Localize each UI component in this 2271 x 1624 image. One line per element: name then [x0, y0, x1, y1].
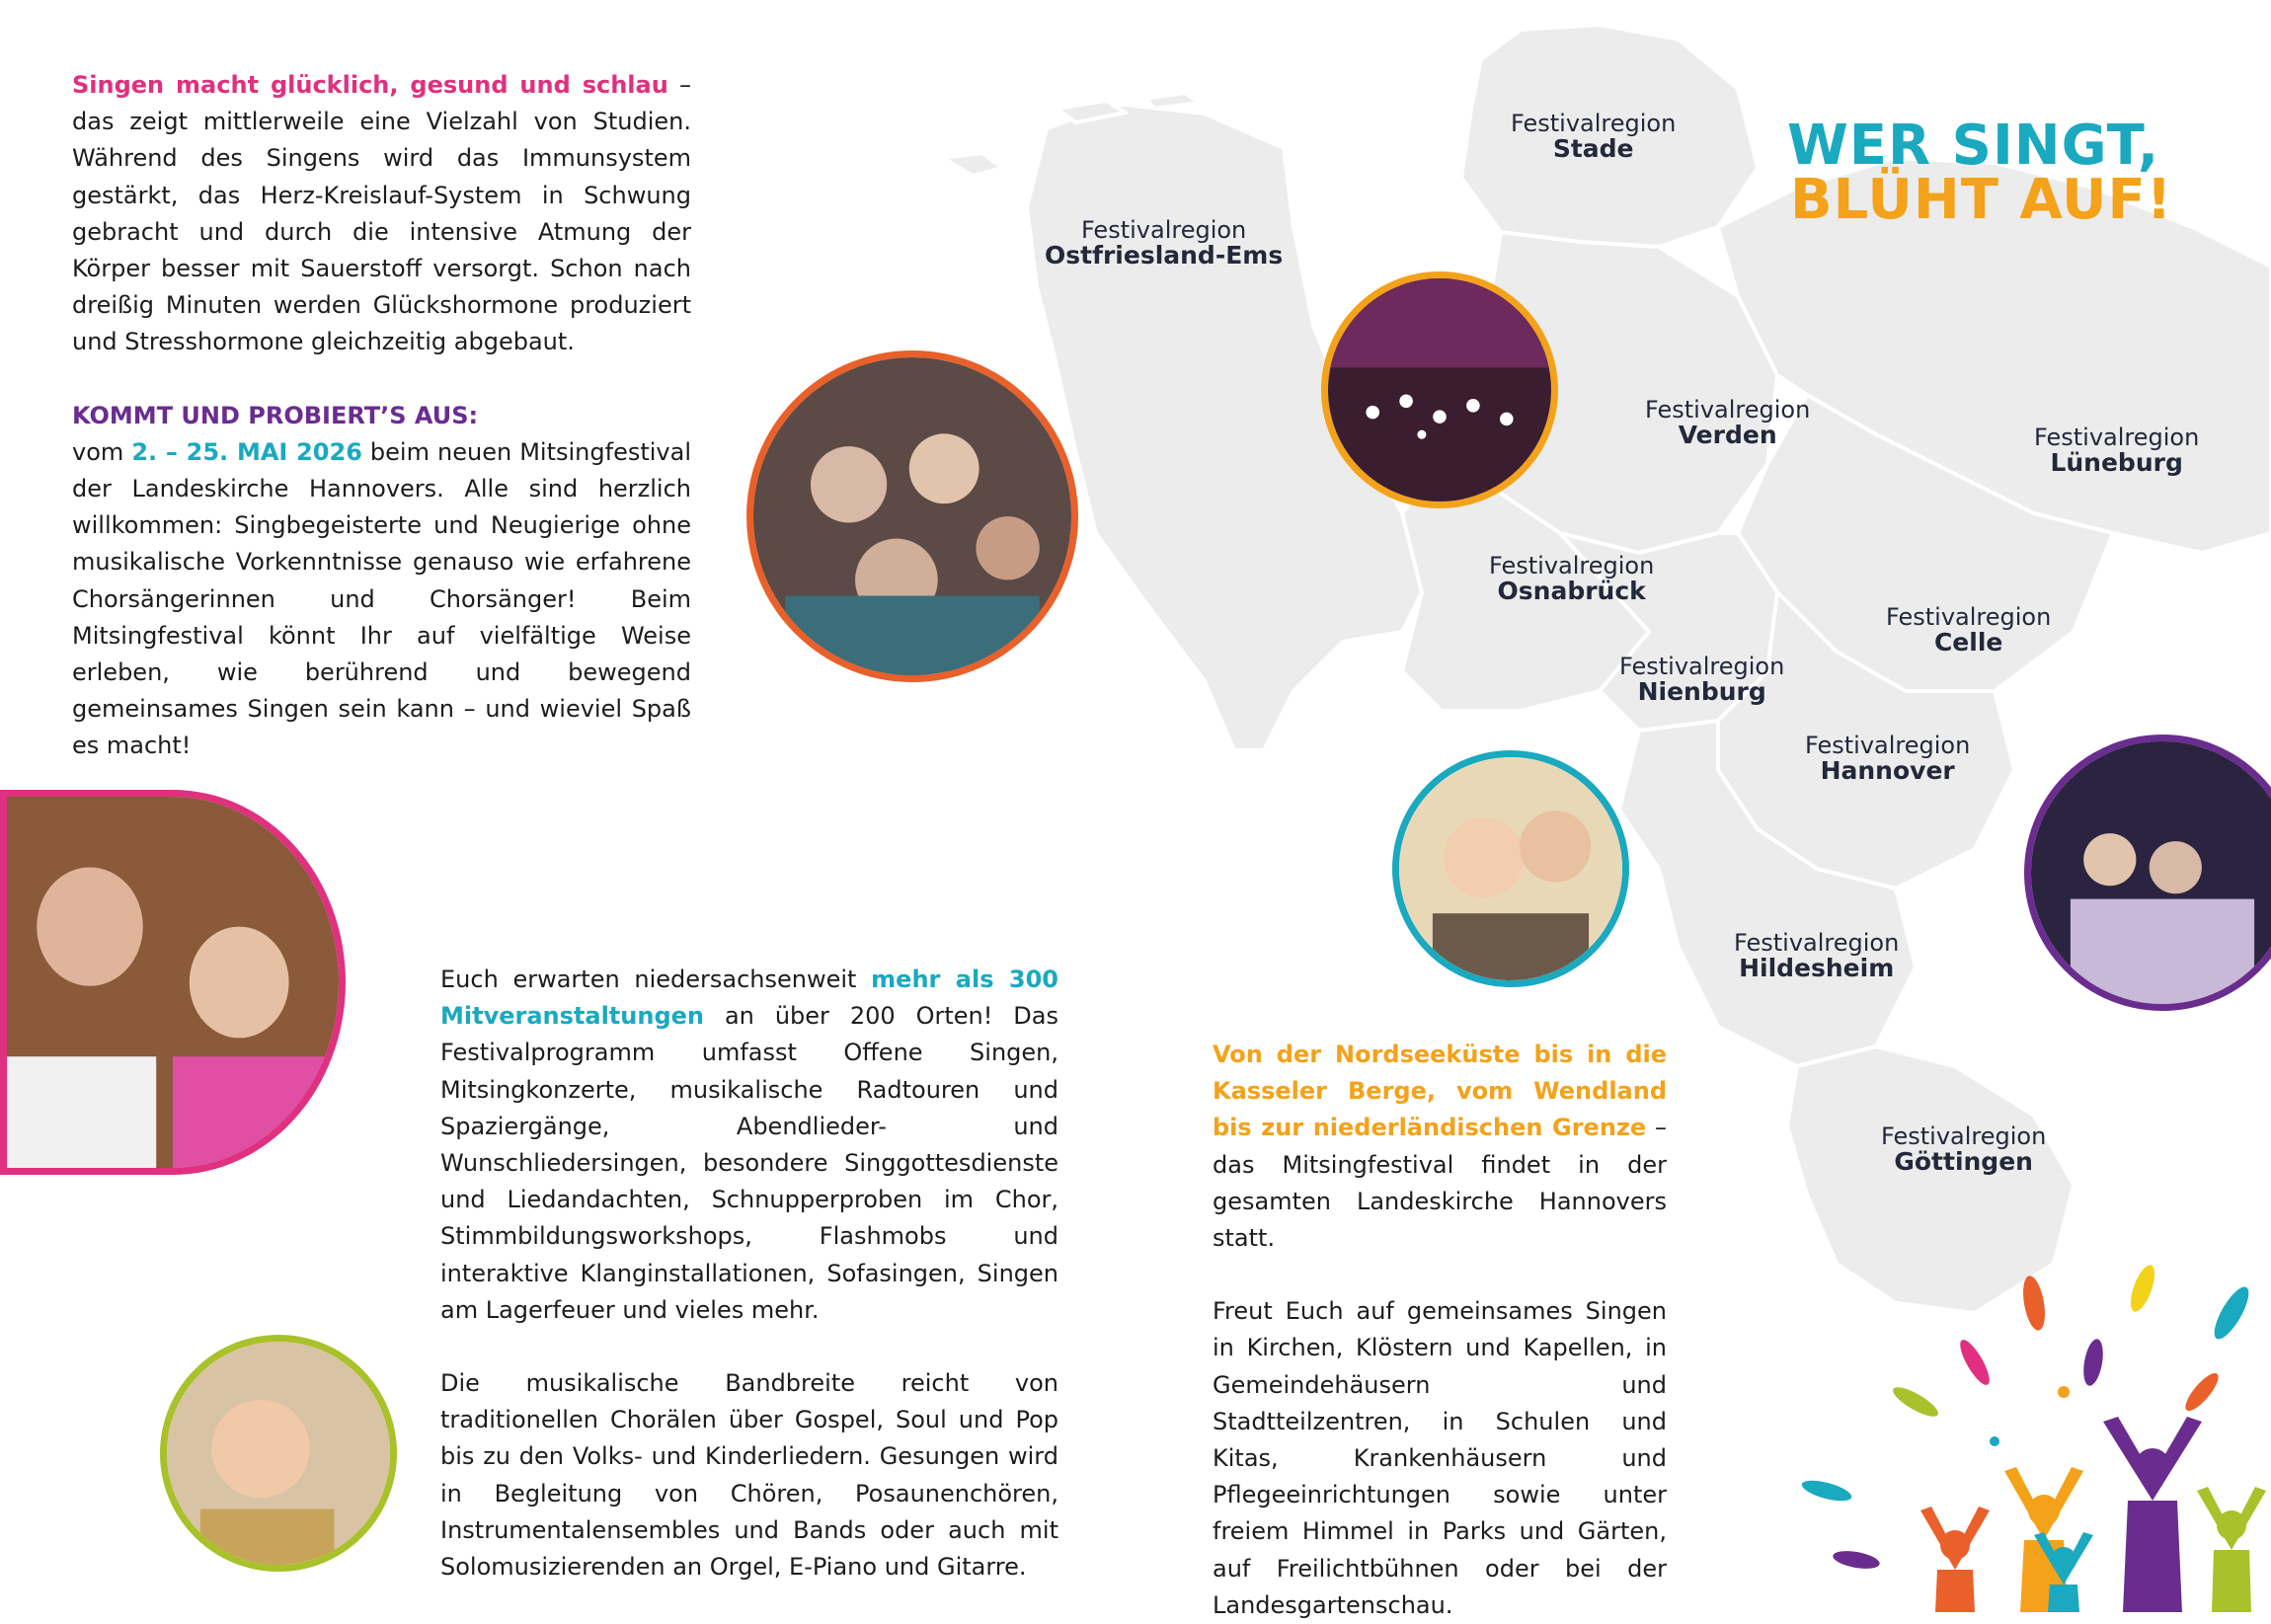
- section-heading: KOMMT UND PROBIERT’S AUS:: [72, 401, 479, 429]
- date-prefix: vom: [72, 437, 132, 466]
- region-label-celle: Festivalregion Celle: [1886, 603, 2052, 657]
- program-text: an über 200 Orten! Das Festivalprogramm umfasst Offene Singen, Mitsingkonzerte, musikalische Radtouren und Spaziergänge, Abendlieder- und Wunschliedersingen, besondere Singgottesdienste und Liedandachten, Schnupperproben im Chor, Stimmbildungsworkshops, Flashmobs und interaktive Klanginstallationen, Sofasingen, Singen am Lagerfeuer und vieles mehr.: [440, 1002, 1058, 1324]
- headline-line2: BLÜHT AUF!: [1790, 168, 2173, 232]
- events-highlight: mehr als 300 Mitveranstaltungen: [440, 966, 1058, 1031]
- youth-singers-photo: [1392, 750, 1629, 987]
- intro-lead: Singen macht glücklich, gesund und schlau: [72, 71, 668, 99]
- region-label-hannover: Festivalregion Hannover: [1805, 732, 1971, 785]
- venues-text: Freut Euch auf gemeinsames Singen in Kirchen, Klöstern und Kapellen, in Gemeindehäusern und Stadtteilzentren, in Schulen und Kitas, Krankenhäusern und Pflegeeinrichtungen sowie unter freiem Himmel in Parks und Gärten, auf Freilichtbühnen oder bei der Landesgartenschau.: [1213, 1297, 1667, 1619]
- location-highlight: Von der Nordseeküste bis in die Kasseler Berge, vom Wendland bis zur niederländischen Grenze: [1213, 1041, 1667, 1142]
- singers-photo: [0, 790, 346, 1175]
- child-singer-photo: [160, 1335, 397, 1572]
- headline: [1787, 114, 2173, 232]
- region-label-verden: Festivalregion Verden: [1645, 396, 1811, 449]
- region-label-osnabruck: Festivalregion Osnabrück: [1489, 552, 1655, 605]
- program-prefix: Euch erwarten niedersachsenweit: [440, 966, 872, 993]
- invite-text: beim neuen Mitsingfestival der Landeskirche Hannovers. Alle sind herzlich willkommen: Singbegeisterte und Neugierige ohne musikalische Vorkenntnisse genauso wie erfahrene Chorsängerinnen und Chorsänger! Beim Mitsingfestival könnt Ihr auf vielfältige Weise erleben, wie berührend und bewegend gemeinsames Singen sein kann – und wieviel Spaß es macht!: [72, 437, 691, 760]
- concert-photo: [1321, 271, 1558, 508]
- region-label-gottingen: Festivalregion Göttingen: [1881, 1122, 2047, 1176]
- headline-line1: WER SINGT,: [1787, 114, 2160, 178]
- region-label-hildesheim: Festivalregion Hildesheim: [1734, 929, 1900, 982]
- festival-dates: 2. – 25. MAI 2026: [131, 437, 362, 466]
- choir-photo-1: [746, 350, 1078, 682]
- text-column-1: [72, 67, 691, 765]
- text-column-2: [440, 962, 1058, 1585]
- location-text: – das Mitsingfestival findet in der gesamten Landeskirche Hannovers statt.: [1213, 1114, 1667, 1253]
- confetti-singers-logo: [1738, 1244, 2271, 1612]
- intro-text: – das zeigt mittlerweile eine Vielzahl von Studien. Während des Singens wird das Immunsystem gestärkt, das Herz-Kreislauf-System in Schwung gebracht und durch die intensive Atmung der Körper besser mit Sauerstoff versorgt. Schon nach dreißig Minuten werden Glückshormone produziert und Stresshormone gleichzeitig abgebaut.: [72, 71, 691, 356]
- text-column-3: [1213, 1037, 1667, 1624]
- region-label-ostfriesland: Festivalregion Ostfriesland-Ems: [1045, 216, 1284, 270]
- region-label-luneburg: Festivalregion Lüneburg: [2034, 424, 2200, 477]
- music-range-text: Die musikalische Bandbreite reicht von traditionellen Chorälen über Gospel, Soul und Pop bis zu den Volks- und Kinderliedern. Gesungen wird in Begleitung von Chören, Posaunenchören, Instrumentalensembles und Bands oder auch mit Solomusizierenden an Orgel, E-Piano und Gitarre.: [440, 1369, 1058, 1582]
- region-label-nienburg: Festivalregion Nienburg: [1619, 653, 1785, 706]
- region-label-stade: Festivalregion Stade: [1511, 110, 1677, 163]
